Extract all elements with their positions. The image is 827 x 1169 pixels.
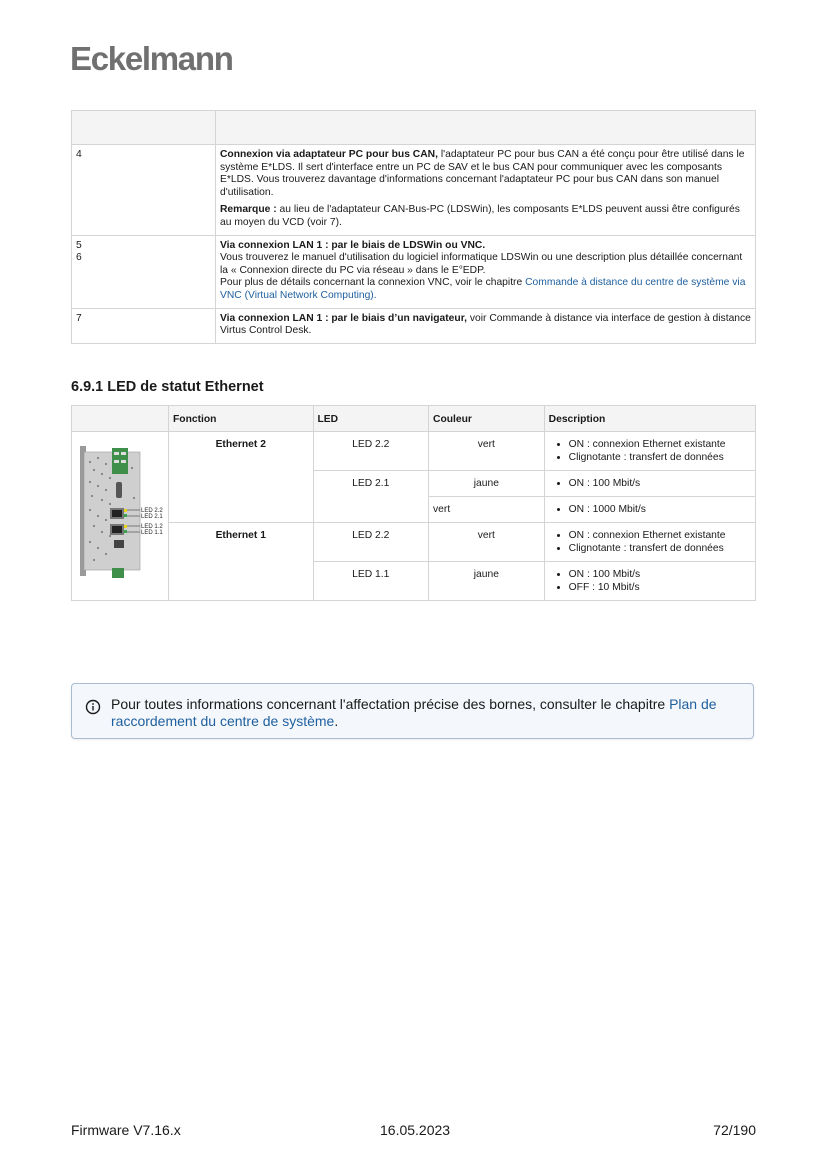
- led-cell: LED 2.2: [313, 523, 429, 562]
- header-cell: [216, 111, 756, 145]
- description-cell: [544, 497, 755, 523]
- color-cell: jaune: [429, 471, 545, 497]
- info-box: [71, 683, 754, 739]
- header-cell: [72, 406, 169, 432]
- function-ethernet-2: Ethernet 2: [169, 432, 314, 523]
- led-status-table: [71, 405, 756, 601]
- image-label-led-1-2: LED 1.2: [141, 524, 163, 530]
- header-description: Description: [544, 406, 755, 432]
- description-item: • Clignotante : transfert de données: [569, 542, 751, 555]
- row-number: [72, 145, 216, 236]
- description-item: • ON : connexion Ethernet existante: [569, 529, 751, 542]
- led-cell: LED 1.1: [313, 562, 429, 601]
- table-header-row: [72, 111, 756, 145]
- table-row: [72, 432, 756, 471]
- row-text: l'adaptateur PC pour bus CAN a été conçu pour être utilisé dans le système E*LDS. Il sert d'interface entre un PC de SAV et le bus CAN pour communiquer avec les composants E*LDS. Vous trouverez davantage d'informations concernant l'adaptateur PC pour bus CAN dans son manuel d'utilisation.: [220, 149, 745, 198]
- table-row: [72, 308, 756, 343]
- header-led: LED: [313, 406, 429, 432]
- device-image-cell: [72, 432, 169, 601]
- led-cell: LED 2.1: [313, 471, 429, 523]
- info-icon: [85, 699, 101, 715]
- footer-page-number: 72/190: [713, 1122, 756, 1138]
- table-header-row: [72, 406, 756, 432]
- color-cell: vert: [429, 497, 545, 523]
- color-cell: vert: [429, 523, 545, 562]
- table-row: [72, 235, 756, 308]
- image-label-led-2-1: LED 2.1: [141, 514, 163, 520]
- description-item: • Clignotante : transfert de données: [569, 451, 751, 464]
- description-cell: [544, 562, 755, 601]
- row-bold-title: Connexion via adaptateur PC pour bus CAN,: [220, 149, 438, 160]
- section-heading: 6.9.1 LED de statut Ethernet: [71, 379, 264, 395]
- eckelmann-logo: Eckelmann: [70, 40, 233, 77]
- image-label-led-1-1: LED 1.1: [141, 530, 163, 536]
- led-cell: LED 2.2: [313, 432, 429, 471]
- row-text: Vous trouverez le manuel d'utilisation du logiciel informatique LDSWin ou une description plus détaillée concernant la « Connexion directe du PC via réseau » dans le E°EDP.: [220, 252, 743, 276]
- header-couleur: Couleur: [429, 406, 545, 432]
- description-cell: [544, 471, 755, 497]
- row-number-value: 7: [76, 312, 82, 324]
- info-end: .: [334, 713, 339, 729]
- row-number-value: 6: [76, 252, 82, 264]
- connection-table: [71, 110, 756, 344]
- header-cell: [72, 111, 216, 145]
- color-cell: jaune: [429, 562, 545, 601]
- row-text: Pour plus de détails concernant la connexion VNC, voir le chapitre: [220, 277, 526, 289]
- footer-date: 16.05.2023: [380, 1122, 451, 1138]
- color-cell: vert: [429, 432, 545, 471]
- description-item: • ON : connexion Ethernet existante: [569, 438, 751, 451]
- table-row: [72, 145, 756, 236]
- row-number-value: 5: [76, 239, 82, 251]
- info-message: Pour toutes informations concernant l'affectation précise des bornes, consulter le chapitre: [111, 696, 670, 712]
- row-number: [72, 308, 216, 343]
- row-description: [216, 235, 756, 308]
- remark-text: au lieu de l'adaptateur CAN-Bus-PC (LDSWin), les composants E*LDS peuvent aussi être configurés au moyen du VCD (voir 7).: [220, 204, 740, 228]
- vnc-chapter-link[interactable]: Commande à distance du centre de système via VNC (Virtual Network Computing).: [220, 277, 746, 301]
- remark-label: Remarque :: [220, 204, 277, 216]
- row-bold-title: Via connexion LAN 1 : par le biais d’un navigateur,: [220, 312, 467, 324]
- description-cell: [544, 523, 755, 562]
- row-number: [72, 235, 216, 308]
- device-illustration: [74, 438, 166, 580]
- row-bold-title: Via connexion LAN 1 : par le biais de LDSWin ou VNC.: [220, 239, 486, 251]
- row-description: [216, 145, 756, 236]
- connection-plan-link[interactable]: Plan de raccordement du centre de système: [111, 696, 717, 729]
- header-fonction: Fonction: [169, 406, 314, 432]
- image-label-led-2-2: LED 2.2: [141, 508, 163, 514]
- description-item: • ON : 100 Mbit/s: [569, 477, 751, 490]
- footer-firmware: Firmware V7.16.x: [71, 1122, 181, 1138]
- description-item: • ON : 100 Mbit/s: [569, 568, 751, 581]
- description-item: • OFF : 10 Mbit/s: [569, 581, 751, 594]
- row-description: [216, 308, 756, 343]
- function-ethernet-1: Ethernet 1: [169, 523, 314, 601]
- description-item: • ON : 1000 Mbit/s: [569, 503, 751, 516]
- table-row: [72, 523, 756, 562]
- row-number-value: 4: [76, 149, 82, 160]
- row-text: voir Commande à distance via interface de gestion à distance Virtus Control Desk.: [220, 312, 751, 337]
- description-cell: [544, 432, 755, 471]
- info-text: [111, 696, 731, 730]
